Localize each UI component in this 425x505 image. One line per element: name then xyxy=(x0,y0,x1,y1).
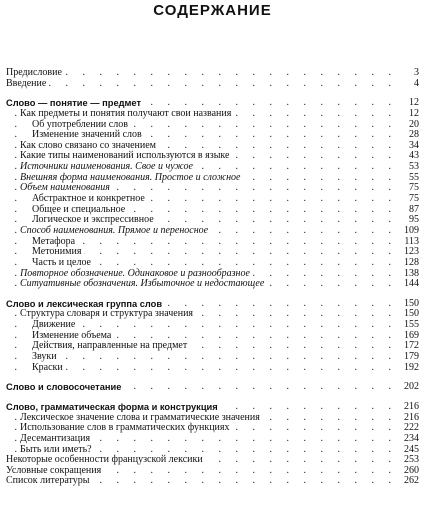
toc-entry xyxy=(6,258,419,269)
toc-entry-page: 34 xyxy=(397,141,419,152)
toc-entry-label: Лексическое значение слова и грамматические значения xyxy=(20,413,263,424)
toc-entry-page: 155 xyxy=(397,320,419,331)
toc-entry-page: 87 xyxy=(397,205,419,216)
toc-entry-label: Как слово связано со значением xyxy=(20,141,159,152)
toc-entry-label: Слово и словосочетание xyxy=(6,382,124,393)
toc-entry-page: 222 xyxy=(397,423,419,434)
toc-entry-label: Общее и специальное xyxy=(32,205,128,216)
toc-entry xyxy=(6,363,419,374)
toc-entry xyxy=(6,341,419,352)
toc-entry-page: 144 xyxy=(397,279,419,290)
toc-entry-label: Изменение значений слов xyxy=(32,130,145,141)
toc-entry-label: Предисловие xyxy=(6,68,65,79)
toc-entry-label: Логическое и экспрессивное xyxy=(32,215,157,226)
toc-entry-page: 75 xyxy=(397,183,419,194)
toc-entry xyxy=(6,476,419,487)
toc-entry xyxy=(6,382,419,393)
toc-entry-page: 20 xyxy=(397,120,419,131)
toc-entry-label: Метонимия xyxy=(32,247,84,258)
toc-entry-label: Быть или иметь? xyxy=(20,445,95,456)
toc-entry-label: Часть и целое xyxy=(32,258,94,269)
toc-entry xyxy=(6,402,419,413)
toc-entry-page: 172 xyxy=(397,341,419,352)
toc-entry-label: Звуки xyxy=(32,352,60,363)
toc-entry-label: Краски xyxy=(32,363,66,374)
toc-entry-page: 169 xyxy=(397,331,419,342)
toc-entry-label: Слово, грамматическая форма и конструкция xyxy=(6,402,221,413)
toc-entry-page: 150 xyxy=(397,309,419,320)
toc-entry-label: Способ наименования. Прямое и переносное xyxy=(20,226,211,237)
toc-entry-page: 12 xyxy=(397,98,419,109)
toc-entry-page: 202 xyxy=(397,382,419,393)
toc-entry xyxy=(6,109,419,120)
toc-entry-page: 245 xyxy=(397,445,419,456)
toc-entry-label: Десемантизация xyxy=(20,434,93,445)
toc-entry-label: Как предметы и понятия получают свои названия xyxy=(20,109,234,120)
toc-entry-label: Условные сокращения xyxy=(6,466,104,477)
toc-entry-page: 75 xyxy=(397,194,419,205)
toc-entry-page: 3 xyxy=(397,68,419,79)
toc-entry-label: Некоторые особенности французской лексики xyxy=(6,455,206,466)
toc-entry-page: 216 xyxy=(397,413,419,424)
toc-entry xyxy=(6,68,419,79)
toc-entry-label: Слово — понятие — предмет xyxy=(6,98,144,109)
toc-entry xyxy=(6,279,419,290)
toc-entry-page: 53 xyxy=(397,162,419,173)
toc-entry-label: Ситуативные обозначения. Избыточное и недостающее xyxy=(20,279,267,290)
toc-entry-page: 55 xyxy=(397,173,419,184)
toc-entry-label: Действия, направленные на предмет xyxy=(32,341,190,352)
toc-entry-label: Источники наименования. Свое и чужое xyxy=(20,162,196,173)
toc-entry-page: 260 xyxy=(397,466,419,477)
toc-entry-page: 123 xyxy=(397,247,419,258)
toc-entry-label: Объем наименования xyxy=(20,183,113,194)
toc-entry xyxy=(6,226,419,237)
toc-entry-page: 109 xyxy=(397,226,419,237)
toc-entry xyxy=(6,79,419,90)
toc-entry-label: Внешняя форма наименования. Простое и сложное xyxy=(20,173,243,184)
toc-entry-label: Изменение объема xyxy=(32,331,114,342)
toc-entry-page: 179 xyxy=(397,352,419,363)
toc-entry-label: Список литературы xyxy=(6,476,92,487)
toc-entry-label: Движение xyxy=(32,320,78,331)
toc-entry-page: 43 xyxy=(397,151,419,162)
toc-entry-label: Структура словаря и структура значения xyxy=(20,309,196,320)
dot-leader xyxy=(6,352,397,363)
toc-entry-page: 150 xyxy=(397,299,419,310)
toc-entry-label: Повторное обозначение. Одинаковое и разнообразное xyxy=(20,269,253,280)
page-title: СОДЕРЖАНИЕ xyxy=(153,2,272,19)
toc-entry-page: 4 xyxy=(397,79,419,90)
toc-entry-page: 216 xyxy=(397,402,419,413)
toc-entry-page: 95 xyxy=(397,215,419,226)
toc-entry-page: 28 xyxy=(397,130,419,141)
toc-entry-page: 128 xyxy=(397,258,419,269)
toc-entry xyxy=(6,352,419,363)
toc-entry-page: 234 xyxy=(397,434,419,445)
toc-entry xyxy=(6,434,419,445)
toc-entry-page: 262 xyxy=(397,476,419,487)
toc-entry-label: Введение xyxy=(6,79,49,90)
toc-entry-page: 253 xyxy=(397,455,419,466)
toc-entry-page: 113 xyxy=(397,237,419,248)
toc-entry-page: 138 xyxy=(397,269,419,280)
toc-entry-page: 192 xyxy=(397,363,419,374)
toc-entry-label: Метафора xyxy=(32,237,78,248)
toc-entry-label: Об употреблении слов xyxy=(32,120,131,131)
toc-entry-label: Какие типы наименований используются в языке xyxy=(20,151,232,162)
toc-entry-label: Слово и лексическая группа слов xyxy=(6,299,165,310)
toc-entry-label: Абстрактное и конкретное xyxy=(32,194,148,205)
toc-entry-label: Использование слов в грамматических функциях xyxy=(20,423,233,434)
dot-leader xyxy=(6,79,397,90)
table-of-contents xyxy=(6,68,419,487)
toc-entry-page: 12 xyxy=(397,109,419,120)
